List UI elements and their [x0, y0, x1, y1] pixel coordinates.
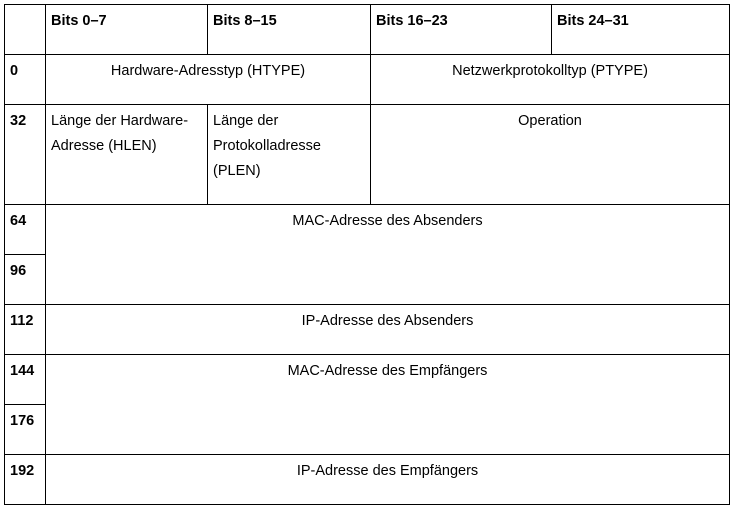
header-bits-0-7: Bits 0–7	[46, 5, 208, 55]
offset-label: 64	[5, 205, 46, 255]
sender-ip-cell: IP-Adresse des Absenders	[46, 305, 730, 355]
row-offset-144	[5, 355, 730, 405]
target-mac-cell: MAC-Adresse des Empfängers	[46, 355, 730, 455]
row-offset-32	[5, 105, 730, 205]
row-offset-192	[5, 455, 730, 505]
offset-label: 0	[5, 55, 46, 105]
target-ip-cell: IP-Adresse des Empfängers	[46, 455, 730, 505]
ptype-cell: Netzwerkprotokolltyp (PTYPE)	[371, 55, 730, 105]
hlen-cell: Länge der Hardware-Adresse (HLEN)	[46, 105, 208, 205]
row-offset-112	[5, 305, 730, 355]
offset-label: 32	[5, 105, 46, 205]
operation-cell: Operation	[371, 105, 730, 205]
offset-label: 112	[5, 305, 46, 355]
offset-label: 176	[5, 405, 46, 455]
offset-label: 96	[5, 255, 46, 305]
offset-label: 192	[5, 455, 46, 505]
header-row	[5, 5, 730, 55]
header-bits-16-23: Bits 16–23	[371, 5, 552, 55]
offset-label: 144	[5, 355, 46, 405]
sender-mac-cell: MAC-Adresse des Absenders	[46, 205, 730, 305]
arp-packet-table	[4, 4, 730, 505]
header-bits-24-31: Bits 24–31	[552, 5, 730, 55]
row-offset-64	[5, 205, 730, 255]
htype-cell: Hardware-Adresstyp (HTYPE)	[46, 55, 371, 105]
header-bits-8-15: Bits 8–15	[208, 5, 371, 55]
row-offset-0	[5, 55, 730, 105]
plen-cell: Länge der Protokolladresse (PLEN)	[208, 105, 371, 205]
header-corner-cell	[5, 5, 46, 55]
